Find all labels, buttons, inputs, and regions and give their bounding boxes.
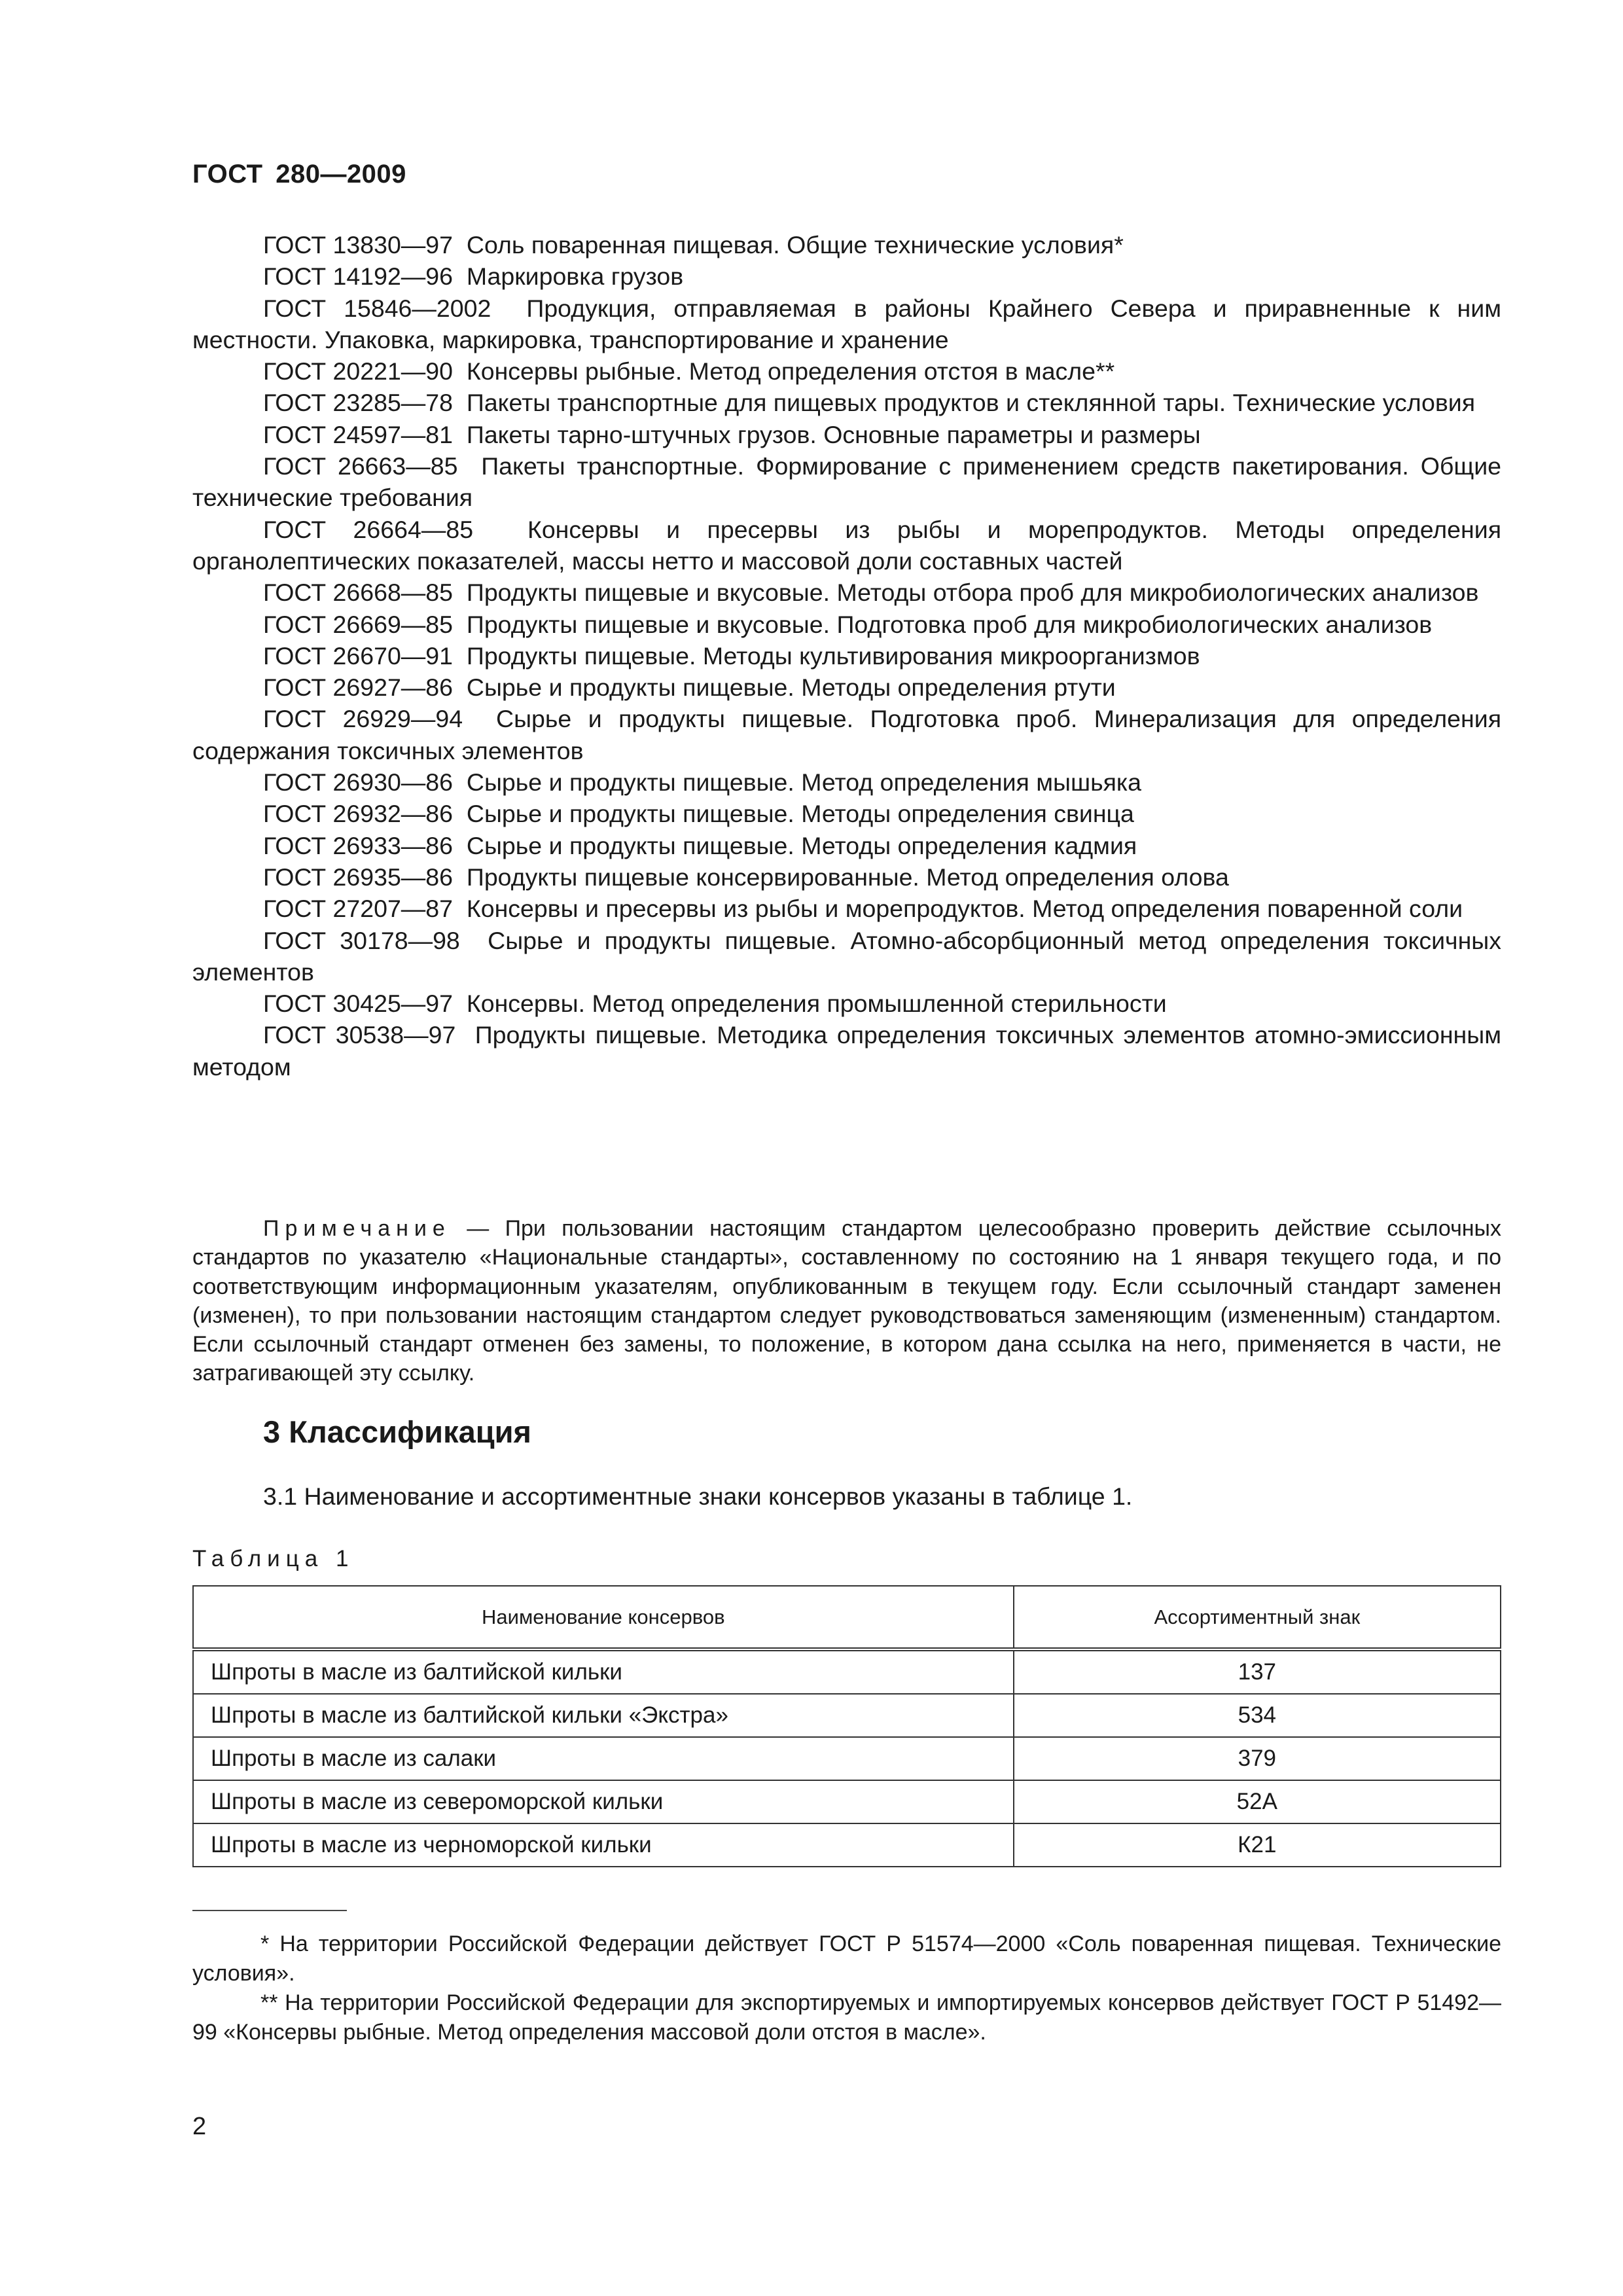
reference-item: ГОСТ 26663—85 Пакеты транспортные. Формирование с применением средств пакетирования. Общие технические требования	[192, 452, 1501, 512]
table-row	[193, 1694, 1501, 1737]
column-header-mark: Ассортиментный знак	[1014, 1586, 1501, 1649]
footnotes	[192, 1929, 1501, 2047]
assortment-mark-cell: 379	[1014, 1737, 1501, 1780]
reference-item: ГОСТ 15846—2002 Продукция, отправляемая в районы Крайнего Севера и приравненные к ним местности. Упаковка, маркировка, транспортирование и хранение	[192, 294, 1501, 353]
column-header-name: Наименование консервов	[193, 1586, 1014, 1649]
footnote-item: ** На территории Российской Федерации для экспортируемых и импортируемых консервов действует ГОСТ Р 51492—99 «Консервы рыбные. Метод определения массовой доли отстоя в масле».	[192, 1990, 1501, 2045]
reference-item: ГОСТ 13830—97 Соль поваренная пищевая. Общие технические условия*	[263, 231, 1124, 259]
table-caption: Таблица 1	[192, 1546, 355, 1571]
standard-designation: ГОСТ 280—2009	[192, 160, 406, 188]
product-name-cell: Шпроты в масле из балтийской кильки	[193, 1649, 1014, 1694]
reference-item: ГОСТ 27207—87 Консервы и пресервы из рыбы и морепродуктов. Метод определения поваренной соли	[263, 895, 1463, 923]
canned-goods-table	[192, 1585, 1501, 1867]
reference-item: ГОСТ 26670—91 Продукты пищевые. Методы культивирования микроорганизмов	[263, 641, 1200, 670]
footnote-item: * На территории Российской Федерации действует ГОСТ Р 51574—2000 «Соль поваренная пищевая. Технические условия».	[192, 1931, 1501, 1986]
reference-item: ГОСТ 30425—97 Консервы. Метод определения промышленной стерильности	[263, 990, 1167, 1018]
reference-item: ГОСТ 26935—86 Продукты пищевые консервированные. Метод определения олова	[263, 863, 1229, 891]
product-name-cell: Шпроты в масле из балтийской кильки «Экстра»	[193, 1694, 1014, 1737]
reference-item: ГОСТ 24597—81 Пакеты тарно-штучных грузов. Основные параметры и размеры	[263, 420, 1201, 448]
product-name-cell: Шпроты в масле из североморской кильки	[193, 1780, 1014, 1823]
reference-item: ГОСТ 26932—86 Сырье и продукты пищевые. Методы определения свинца	[263, 800, 1134, 828]
reference-item: ГОСТ 23285—78 Пакеты транспортные для пищевых продуктов и стеклянной тары. Технические условия	[263, 389, 1476, 417]
reference-item: ГОСТ 26930—86 Сырье и продукты пищевые. Метод определения мышьяка	[263, 768, 1142, 797]
reference-item: ГОСТ 26669—85 Продукты пищевые и вкусовые. Подготовка проб для микробиологических анализов	[263, 610, 1433, 638]
product-name-cell: Шпроты в масле из салаки	[193, 1737, 1014, 1780]
footnote-divider	[192, 1910, 347, 1911]
section-paragraph: 3.1 Наименование и ассортиментные знаки консервов указаны в таблице 1.	[263, 1482, 1133, 1510]
table-row	[193, 1737, 1501, 1780]
table-row	[193, 1823, 1501, 1867]
assortment-mark-cell: 137	[1014, 1649, 1501, 1694]
section-heading: 3 Классификация	[263, 1414, 531, 1449]
reference-item: ГОСТ 26664—85 Консервы и пресервы из рыбы и морепродуктов. Методы определения органолептических показателей, массы нетто и массовой доли составных частей	[192, 515, 1502, 575]
reference-item: ГОСТ 26929—94 Сырье и продукты пищевые. Подготовка проб. Минерализация для определения содержания токсичных элементов	[192, 705, 1501, 764]
reference-item: ГОСТ 26668—85 Продукты пищевые и вкусовые. Методы отбора проб для микробиологических анализов	[263, 579, 1479, 607]
reference-item: ГОСТ 30538—97 Продукты пищевые. Методика определения токсичных элементов атомно-эмиссионным методом	[192, 1021, 1501, 1081]
assortment-mark-cell: 534	[1014, 1694, 1501, 1737]
note-text: — При пользовании настоящим стандартом целесообразно проверить действие ссылочных стандартов по указателю «Национальные стандарты», составленному по состоянию на 1 января текущего года, и по соответствующим информационным указателям, опубликованным в текущем году. Если ссылочный стандарт заменен (изменен), то при пользовании настоящим стандартом следует руководствоваться заменяющим (измененным) стандартом. Если ссылочный стандарт отменен без замены, то положение, в котором дана ссылка на него, применяется в части, не затрагивающей эту ссылку.	[192, 1216, 1501, 1386]
references-note	[192, 1214, 1501, 1388]
reference-item: ГОСТ 30178—98 Сырье и продукты пищевые. Атомно-абсорбционный метод определения токсичных элементов	[192, 926, 1501, 986]
note-label: Примечание	[263, 1216, 451, 1241]
table-header-row	[193, 1586, 1501, 1649]
table-row	[193, 1649, 1501, 1694]
reference-item: ГОСТ 26927—86 Сырье и продукты пищевые. Методы определения ртути	[263, 673, 1116, 702]
assortment-mark-cell: К21	[1014, 1823, 1501, 1867]
document-header	[192, 160, 406, 189]
page-number: 2	[192, 2113, 207, 2140]
reference-item: ГОСТ 14192—96 Маркировка грузов	[263, 262, 684, 291]
reference-item: ГОСТ 20221—90 Консервы рыбные. Метод определения отстоя в масле**	[263, 357, 1115, 386]
assortment-mark-cell: 52А	[1014, 1780, 1501, 1823]
table-row	[193, 1780, 1501, 1823]
reference-item: ГОСТ 26933—86 Сырье и продукты пищевые. Методы определения кадмия	[263, 831, 1137, 859]
normative-references-list	[192, 229, 1501, 1083]
product-name-cell: Шпроты в масле из черноморской кильки	[193, 1823, 1014, 1867]
